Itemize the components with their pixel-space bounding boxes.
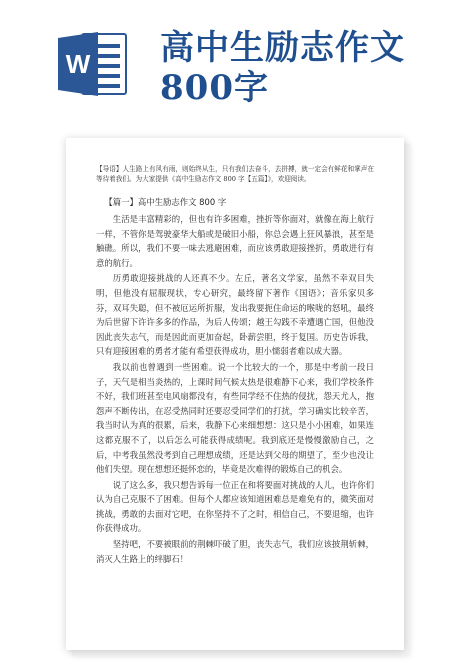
svg-text:W: W: [65, 49, 91, 79]
section-heading: 【篇一】高中生励志作文 800 字: [104, 197, 227, 207]
body-paragraph: 坚持吧，不要被眼前的荆棘吓破了胆，丧失志气，我们应该披荆斩棘，消灭人生路上的绊脚石！: [96, 539, 374, 564]
page-header: [0, 0, 474, 110]
body-paragraph: 说了这么多，我只想告诉每一位正在和将要面对挑战的人儿，也许你们认为自己克服不了困难。但每个人都应该知道困难总是难免有的，微笑面对挑战，勇敢的去面对它吧，在你坚持不了之时，相信自己，不要退缩，也许你获得成功。: [96, 479, 374, 534]
body-paragraph: 历勇敢迎接挑战的人还真不少。左丘，著名文学家，虽然不幸双目失明，但他没有屈服现状，专心研究，最终留下著作《国语》；音乐家贝多芬，双耳失聪，但不被厄运所折服，发出我要扼住命运的喉咙的怒吼，最终为后世留下许许多多的作品，为后人传颂；越王勾践不幸遭遇亡国，但他没因此丧失志气，而是因此而更加奋起，卧薪尝胆，终于复国。历史告诉我，只有迎接困难的勇者才能有希望获得成功，胆小懦弱者难以成大器。: [96, 273, 374, 357]
intro-text: 【导语】人生路上有风有雨，则始终从生，只有我们去奋斗，去拼搏，就一定会有鲜花和掌声在等待着我们。为大家提供《高中生励志作文 800 字【五篇】》，欢迎阅读。: [96, 165, 374, 183]
word-doc-icon: [58, 30, 128, 98]
document-title: 高中生励志作文800字: [160, 28, 405, 108]
document-page: [66, 138, 404, 650]
document-preview: [66, 138, 412, 658]
body-paragraph: 生活是丰富精彩的，但也有许多困难，挫折等你面对，就像在海上航行一样，不管你是驾驶豪华大船或是破旧小船，你总会遇上狂风暴浪，甚至是触礁。所以，我们不要一味去逃避困难，而应该勇敢迎接挫折，勇敢进行有意的航行。: [96, 214, 374, 268]
body-paragraph: 我以前也曾遇到一些困难。说一个比较大的一个，那是中考前一段日子，天气是相当炎热的，上课时间气候太热是很难静下心来，我们学校条件不好，我们班甚至电风扇都没有，有些同学经不住热的侵扰，怨天尤人，抱怨声不断传出，在忍受热同时还要忍受同学们的打扰，学习确实比较辛苦，我当时认为真的很累，后来，我静下心来细想想：这只是小小困难，如果连这都克服不了，以后怎么可能获得成绩呢。我到底还是慢慢激励自己，之后，中考我虽然没考到自己理想成绩，还是达到父母的期望了，至少也没让他们失望。现在想想还挺怀恋的，毕竟是次难得的锻炼自己的机会。: [96, 361, 374, 475]
